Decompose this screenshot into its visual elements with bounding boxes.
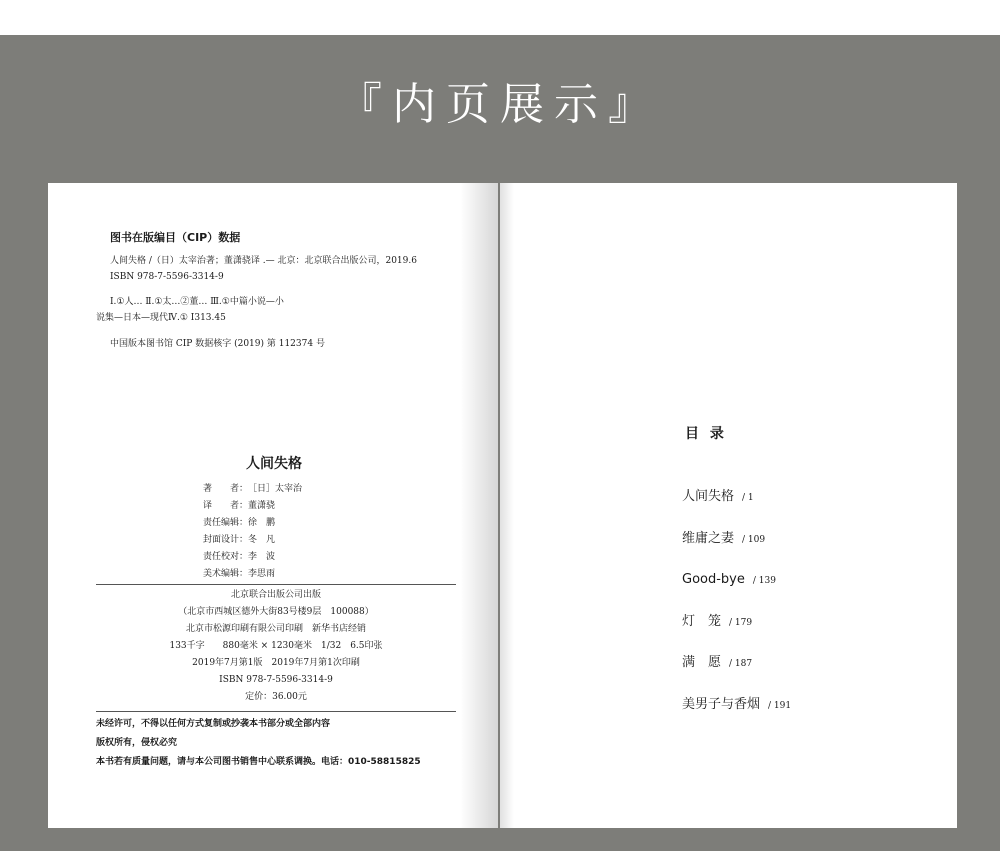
toc-entry-page: / 187 [729,659,753,669]
toc-entry [682,527,791,569]
credit-row [198,549,378,566]
cip-line: 中国版本图书馆 CIP 数据核字 (2019) 第 112374 号 [110,339,325,349]
publication-line: 北京市松源印刷有限公司印刷 新华书店经销 [185,624,366,634]
contents-page [500,183,957,828]
notice-block [96,715,421,772]
credit-label: 美术编辑： [202,569,248,579]
toc-entry-page: / 139 [752,576,776,586]
toc-entry-page: / 1 [742,493,754,503]
credit-row [198,566,378,583]
credit-row [198,515,378,532]
publication-line: ISBN 978-7-5596-3314-9 [219,675,333,685]
toc-entry [682,693,791,735]
notice-line: 未经许可，不得以任何方式复制或抄袭本书部分或全部内容 [96,719,331,729]
credit-label: 责任编辑： [202,518,248,528]
credit-row [198,481,378,498]
credit-label: 封面设计： [202,535,248,545]
toc-entry-title: 维庸之妻 [682,530,735,546]
credit-label: 责任校对： [202,552,248,562]
credit-row [198,498,378,515]
toc-entry-page: / 109 [742,534,766,545]
gutter-shadow [500,183,514,828]
publication-line: 133千字 880毫米 × 1230毫米 1/32 6.5印张 [169,641,383,651]
credit-value: 李 波 [248,552,276,562]
toc-list [682,485,791,734]
publication-line: 2019年7月第1版 2019年7月第1次印刷 [192,658,360,668]
credit-value: 李思雨 [248,569,276,579]
gutter-shadow [460,183,498,828]
copyright-page [48,183,498,828]
toc-title: 目 录 [685,426,727,442]
divider-rule [96,711,456,712]
credit-value: 董潇骁 [248,501,276,511]
toc-entry [682,610,791,652]
credit-label: 译 者： [202,501,248,511]
toc-entry-page: / 179 [729,617,753,628]
cip-line: ISBN 978-7-5596-3314-9 [110,272,224,282]
notice-line: 本书若有质量问题，请与本公司图书销售中心联系调换。电话：010-58815825 [96,757,421,767]
credit-value: 冬 凡 [248,535,276,545]
toc-entry [682,485,791,527]
toc-entry-title: Good-bye [682,572,745,587]
book-title: 人间失格 [246,456,302,472]
cip-line: 人间失格 /（日）太宰治著；董潇骁译 .— 北京：北京联合出版公司，2019.6 [110,256,417,266]
publication-line: （北京市西城区德外大街83号楼9层 100088） [178,607,374,617]
credits-list [198,481,378,583]
cip-heading: 图书在版编目（CIP）数据 [110,231,241,244]
publication-line: 北京联合出版公司出版 [230,590,321,600]
toc-entry [682,568,791,610]
credit-row [198,532,378,549]
credit-value: ［日］太宰治 [248,484,303,494]
cip-line: 说集—日本—现代Ⅳ.① I313.45 [96,313,226,323]
toc-entry-title: 人间失格 [682,489,735,504]
toc-entry-title: 满 愿 [682,655,722,670]
toc-entry-title: 灯 笼 [682,613,722,629]
publication-info [96,587,456,706]
section-heading: 『内页展示』 [338,79,662,130]
toc-entry-title: 美男子与香烟 [682,696,761,712]
toc-entry-page: / 191 [768,700,792,711]
toc-entry [682,651,791,693]
notice-line: 版权所有，侵权必究 [96,738,178,748]
divider-rule [96,584,456,585]
credit-label: 著 者： [202,484,248,494]
publication-line: 定价：36.00元 [245,692,307,702]
credit-value: 徐 鹏 [248,518,276,528]
cip-line: Ⅰ.①人… Ⅱ.①太…②董… Ⅲ.①中篇小说—小 [110,297,284,307]
